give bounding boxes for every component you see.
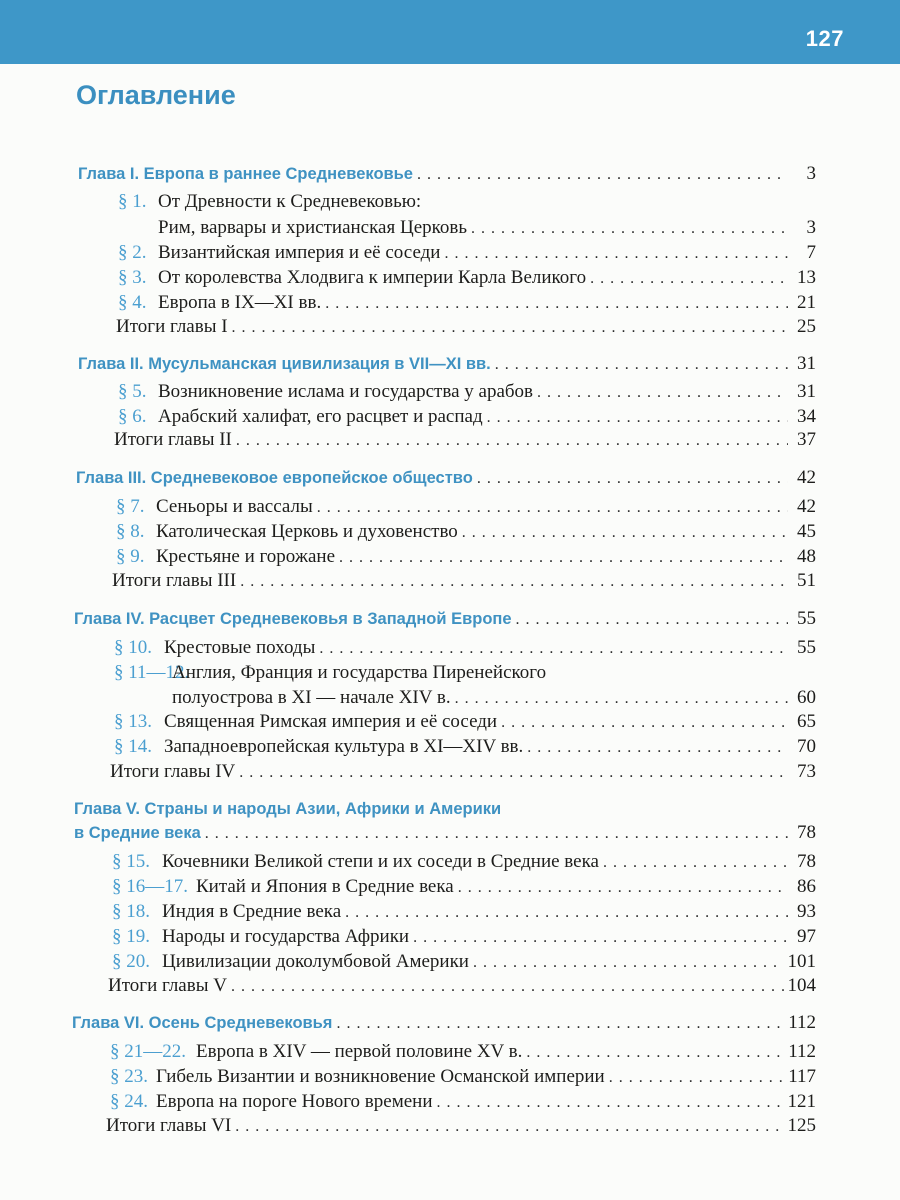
- page-ref: 3: [806, 217, 816, 238]
- chapter-1-summary[interactable]: [116, 315, 816, 339]
- section-title: Цивилизации доколумбовой Америки: [162, 951, 469, 972]
- summary-title: Итоги главы III: [112, 570, 237, 591]
- section-title: Сеньоры и вассалы: [156, 496, 313, 517]
- section-number: § 4.: [118, 292, 147, 313]
- section-number: § 9.: [116, 546, 145, 567]
- section-title-cont: полуострова в XI — начале XIV в.: [172, 687, 451, 708]
- section-number: § 19.: [112, 926, 150, 947]
- section-title: Возникновение ислама и государства у арабов: [158, 381, 534, 402]
- section-title: Англия, Франция и государства Пиренейского: [172, 662, 547, 683]
- dot-leader: [516, 608, 788, 632]
- section-15-entry[interactable]: [112, 850, 816, 874]
- chapter-3-summary[interactable]: [112, 569, 816, 593]
- dot-leader: [455, 687, 788, 711]
- dot-leader: [336, 1012, 784, 1036]
- page-ref: 125: [787, 1115, 816, 1136]
- page-ref: 78: [797, 822, 816, 843]
- section-7-entry[interactable]: [116, 495, 816, 519]
- section-number: § 11—12.: [114, 662, 190, 683]
- dot-leader: [239, 761, 788, 785]
- dot-leader: [345, 901, 788, 925]
- section-21-22-entry[interactable]: [110, 1040, 816, 1064]
- page-ref: 51: [797, 570, 816, 591]
- dot-leader: [444, 242, 788, 266]
- chapter-5-summary[interactable]: [108, 974, 816, 998]
- section-number: § 10.: [114, 637, 152, 658]
- chapter-4-entry[interactable]: [74, 607, 816, 631]
- dot-leader: [235, 1115, 783, 1139]
- section-14-entry[interactable]: [114, 735, 816, 759]
- section-title: Китай и Япония в Средние века: [196, 876, 454, 897]
- section-4-entry[interactable]: [118, 291, 816, 315]
- dot-leader: [471, 217, 788, 241]
- page-title: Оглавление: [76, 80, 236, 110]
- chapter-6-summary[interactable]: [106, 1114, 816, 1138]
- chapter-title: Глава I. Европа в раннее Средневековье: [78, 165, 413, 183]
- section-number: § 18.: [112, 901, 150, 922]
- dot-leader: [205, 822, 788, 846]
- section-number: § 5.: [118, 381, 147, 402]
- section-19-entry[interactable]: [112, 925, 816, 949]
- page-ref: 31: [797, 353, 816, 374]
- dot-leader: [317, 496, 788, 520]
- page-ref: 70: [797, 736, 816, 757]
- section-number: § 3.: [118, 267, 147, 288]
- section-number: § 13.: [114, 711, 152, 732]
- page-ref: 121: [787, 1091, 816, 1112]
- dot-leader: [236, 429, 788, 453]
- dot-leader: [603, 851, 788, 875]
- dot-leader: [462, 521, 788, 545]
- section-16-17-entry[interactable]: [112, 875, 816, 899]
- page-ref: 112: [788, 1041, 816, 1062]
- dot-leader: [339, 546, 788, 570]
- dot-leader: [417, 163, 788, 187]
- page-ref: 42: [797, 467, 816, 488]
- page-ref: 34: [797, 406, 816, 427]
- section-number: § 6.: [118, 406, 147, 427]
- page-ref: 31: [797, 381, 816, 402]
- section-24-entry[interactable]: [110, 1090, 816, 1114]
- summary-title: Итоги главы II: [114, 429, 232, 450]
- section-title: Кочевники Великой степи и их соседи в Средние века: [162, 851, 599, 872]
- section-title: Арабский халифат, его расцвет и распад: [158, 406, 483, 427]
- section-5-entry[interactable]: [118, 380, 816, 404]
- section-number: § 2.: [118, 242, 147, 263]
- dot-leader: [527, 736, 788, 760]
- dot-leader: [501, 711, 788, 735]
- dot-leader: [232, 316, 788, 340]
- chapter-1-entry[interactable]: [78, 162, 816, 186]
- chapter-2-summary[interactable]: [114, 428, 816, 452]
- section-title: Европа в IX—XI вв.: [158, 292, 322, 313]
- page-ref: 117: [788, 1066, 816, 1087]
- dot-leader: [537, 381, 788, 405]
- dot-leader: [319, 637, 788, 661]
- chapter-title: Глава V. Страны и народы Азии, Африки и Америки: [74, 800, 502, 818]
- section-23-entry[interactable]: [110, 1065, 816, 1089]
- dot-leader: [240, 570, 788, 594]
- section-1-line2[interactable]: [158, 216, 816, 240]
- page-ref: 45: [797, 521, 816, 542]
- section-20-entry[interactable]: [112, 950, 816, 974]
- chapter-4-summary[interactable]: [110, 760, 816, 784]
- section-title: Священная Римская империя и её соседи: [164, 711, 498, 732]
- section-title: Народы и государства Африки: [162, 926, 410, 947]
- section-number: § 15.: [112, 851, 150, 872]
- section-8-entry[interactable]: [116, 520, 816, 544]
- section-title: Индия в Средние века: [162, 901, 342, 922]
- summary-title: Итоги главы I: [116, 316, 228, 337]
- dot-leader: [325, 292, 788, 316]
- page-ref: 104: [787, 975, 816, 996]
- section-title: От Древности к Средневековью:: [158, 191, 422, 212]
- dot-leader: [413, 926, 788, 950]
- chapter-5-line2[interactable]: [74, 821, 816, 845]
- section-title-cont: Рим, варвары и христианская Церковь: [158, 217, 468, 238]
- dot-leader: [609, 1066, 784, 1090]
- chapter-title: Глава VI. Осень Средневековья: [72, 1014, 333, 1032]
- section-2-entry[interactable]: [118, 241, 816, 265]
- page-ref: 7: [806, 242, 816, 263]
- section-18-entry[interactable]: [112, 900, 816, 924]
- section-number: § 1.: [118, 191, 147, 212]
- section-number: § 20.: [112, 951, 150, 972]
- chapter-title: Глава IV. Расцвет Средневековья в Западной Европе: [74, 610, 512, 628]
- dot-leader: [495, 353, 788, 377]
- page-ref: 78: [797, 851, 816, 872]
- chapter-3-entry[interactable]: [76, 466, 816, 490]
- section-title: Гибель Византии и возникновение Османской империи: [156, 1066, 605, 1087]
- page-ref: 55: [797, 637, 816, 658]
- page-ref: 65: [797, 711, 816, 732]
- page-ref: 60: [797, 687, 816, 708]
- page-ref: 86: [797, 876, 816, 897]
- section-title: Европа на пороге Нового времени: [156, 1091, 433, 1112]
- section-number: § 23.: [110, 1066, 148, 1087]
- page-ref: 48: [797, 546, 816, 567]
- chapter-title-cont: в Средние века: [74, 824, 201, 842]
- page-number: 127: [805, 26, 844, 51]
- section-number: § 8.: [116, 521, 145, 542]
- summary-title: Итоги главы V: [108, 975, 227, 996]
- section-1-line1[interactable]: [118, 190, 718, 214]
- dot-leader: [477, 467, 788, 491]
- page-ref: 101: [787, 951, 816, 972]
- section-title: Крестовые походы: [164, 637, 316, 658]
- section-title: Европа в XIV — первой половине XV в.: [196, 1041, 523, 1062]
- page-ref: 42: [797, 496, 816, 517]
- section-title: Византийская империя и её соседи: [158, 242, 441, 263]
- dot-leader: [473, 951, 784, 975]
- section-number: § 14.: [114, 736, 152, 757]
- dot-leader: [437, 1091, 784, 1115]
- section-11-12-line1[interactable]: [114, 661, 714, 685]
- page-ref: 37: [797, 429, 816, 450]
- section-6-entry[interactable]: [118, 405, 816, 429]
- dot-leader: [458, 876, 788, 900]
- page-ref: 73: [797, 761, 816, 782]
- chapter-6-entry[interactable]: [72, 1011, 816, 1035]
- page-ref: 25: [797, 316, 816, 337]
- section-number: § 24.: [110, 1091, 148, 1112]
- section-number: § 16—17.: [112, 876, 188, 897]
- page-ref: 112: [788, 1012, 816, 1033]
- section-10-entry[interactable]: [114, 636, 816, 660]
- section-13-entry[interactable]: [114, 710, 816, 734]
- chapter-title: Глава III. Средневековое европейское общество: [76, 469, 473, 487]
- page-ref: 3: [806, 163, 816, 184]
- section-9-entry[interactable]: [116, 545, 816, 569]
- section-title: Католическая Церковь и духовенство: [156, 521, 458, 542]
- page-ref: 93: [797, 901, 816, 922]
- chapter-2-entry[interactable]: [78, 352, 816, 376]
- chapter-5-line1[interactable]: [74, 797, 734, 821]
- section-number: § 21—22.: [110, 1041, 186, 1062]
- chapter-title: Глава II. Мусульманская цивилизация в VII—XI вв.: [78, 355, 491, 373]
- page-ref: 21: [797, 292, 816, 313]
- summary-title: Итоги главы VI: [106, 1115, 232, 1136]
- page-ref: 97: [797, 926, 816, 947]
- section-11-12-line2[interactable]: [172, 686, 816, 710]
- page-ref: 55: [797, 608, 816, 629]
- section-title: Западноевропейская культура в XI—XIV вв.: [164, 736, 524, 757]
- page-ref: 13: [797, 267, 816, 288]
- dot-leader: [590, 267, 788, 291]
- section-title: От королевства Хлодвига к империи Карла Великого: [158, 267, 587, 288]
- section-number: § 7.: [116, 496, 145, 517]
- section-title: Крестьяне и горожане: [156, 546, 335, 567]
- dot-leader: [526, 1041, 784, 1065]
- summary-title: Итоги главы IV: [110, 761, 236, 782]
- dot-leader: [231, 975, 784, 999]
- section-3-entry[interactable]: [118, 266, 816, 290]
- dot-leader: [487, 406, 788, 430]
